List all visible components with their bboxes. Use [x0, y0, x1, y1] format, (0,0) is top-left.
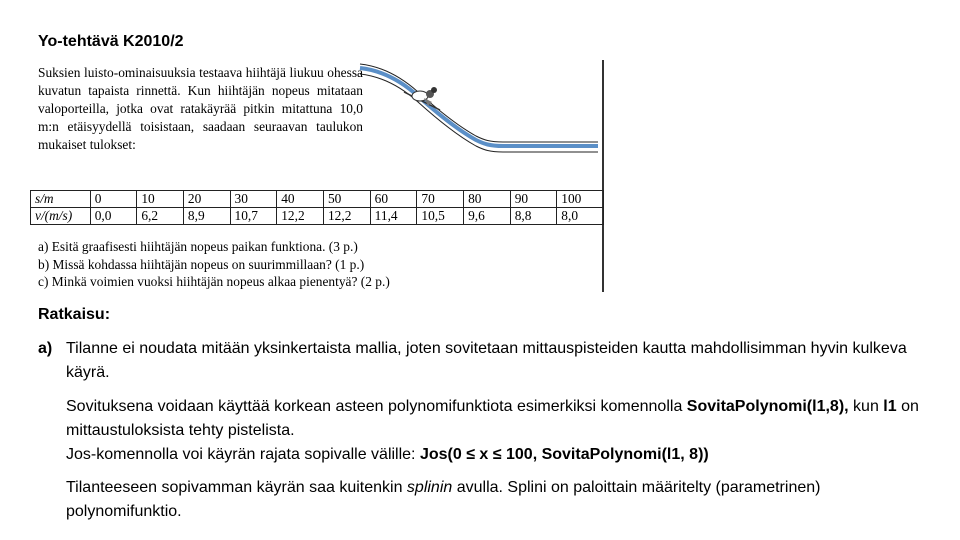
table-header-v: v/(m/s) [31, 208, 91, 225]
p2-text-3: on mittaustuloksista tehty pistelista. [66, 398, 919, 439]
table-cell: 10 [137, 191, 184, 208]
measurement-table [30, 190, 604, 225]
scan-border-line [602, 60, 604, 292]
section-label-a: a) [38, 340, 53, 357]
table-cell: 8,8 [510, 208, 557, 225]
ski-slope-illustration [358, 58, 603, 158]
table-cell: 50 [323, 191, 370, 208]
table-cell: 70 [417, 191, 464, 208]
p2-text-1: Sovituksena voidaan käyttää korkean asteen polynomifunktiota esimerkiksi komennolla [66, 398, 687, 415]
p2-text-2: kun [848, 398, 884, 415]
table-cell: 12,2 [323, 208, 370, 225]
solution-paragraph-1: Tilanne ei noudata mitään yksinkertaista mallia, joten sovitetaan mittauspisteiden kautta mahdollisimman hyvin kulkeva käyrä. [66, 340, 907, 381]
question-b: b) Missä kohdassa hiihtäjän nopeus on suurimmillaan? (1 p.) [38, 256, 365, 272]
p3-text-1: Tilanteeseen sopivamman käyrän saa kuitenkin [66, 479, 407, 496]
problem-text: Suksien luisto-ominaisuuksia testaava hiihtäjä liukuu ohessa kuvatun tapaista rinnettä. Kun hiihtäjän nopeus mitataan valoporteilla, jotka ovat ratakäyrää pitkin mitattuna 10,0 m:n etäisyydellä toisistaan, saadaan seuraavan taulukon mukaiset tulokset: [38, 65, 363, 152]
p3-text-2: avulla. Splini on paloittain määritelty (parametrinen) polynomifunktio. [66, 479, 821, 520]
slope-outline [360, 64, 598, 142]
list-name-l1: l1 [883, 398, 897, 415]
table-cell: 100 [557, 191, 604, 208]
p2-text-4: Jos-komennolla voi käyrän rajata sopivalle välille: [66, 446, 420, 463]
solution-paragraph-3 [66, 476, 936, 524]
table-cell: 80 [464, 191, 511, 208]
question-list [38, 238, 390, 291]
table-cell: 20 [183, 191, 230, 208]
question-c: c) Minkä voimien vuoksi hiihtäjän nopeus alkaa pienentyä? (2 p.) [38, 274, 390, 289]
problem-scan [30, 58, 604, 292]
table-row-v [31, 208, 604, 225]
command-sovita: SovitaPolynomi(l1,8), [686, 398, 849, 415]
table-cell: 11,4 [370, 208, 417, 225]
p3-emphasis: splinin [406, 479, 453, 496]
table-cell: 30 [230, 191, 277, 208]
solution-paragraph-2 [66, 395, 936, 467]
table-header-s: s/m [31, 191, 91, 208]
table-cell: 60 [370, 191, 417, 208]
table-cell: 90 [510, 191, 557, 208]
table-cell: 0,0 [90, 208, 137, 225]
table-cell: 0 [90, 191, 137, 208]
table-cell: 9,6 [464, 208, 511, 225]
table-cell: 6,2 [137, 208, 184, 225]
page-title: Yo-tehtävä K2010/2 [38, 33, 184, 50]
table-cell: 10,5 [417, 208, 464, 225]
table-cell: 8,0 [557, 208, 604, 225]
table-cell: 40 [277, 191, 324, 208]
command-jos: Jos(0 ≤ x ≤ 100, SovitaPolynomi(l1, 8)) [419, 446, 709, 463]
question-a: a) Esitä graafisesti hiihtäjän nopeus paikan funktiona. (3 p.) [38, 239, 358, 254]
solution-heading: Ratkaisu: [38, 306, 111, 323]
table-cell: 10,7 [230, 208, 277, 225]
table-cell: 12,2 [277, 208, 324, 225]
table-row-s [31, 191, 604, 208]
table-cell: 8,9 [183, 208, 230, 225]
slope-surface [360, 68, 598, 146]
